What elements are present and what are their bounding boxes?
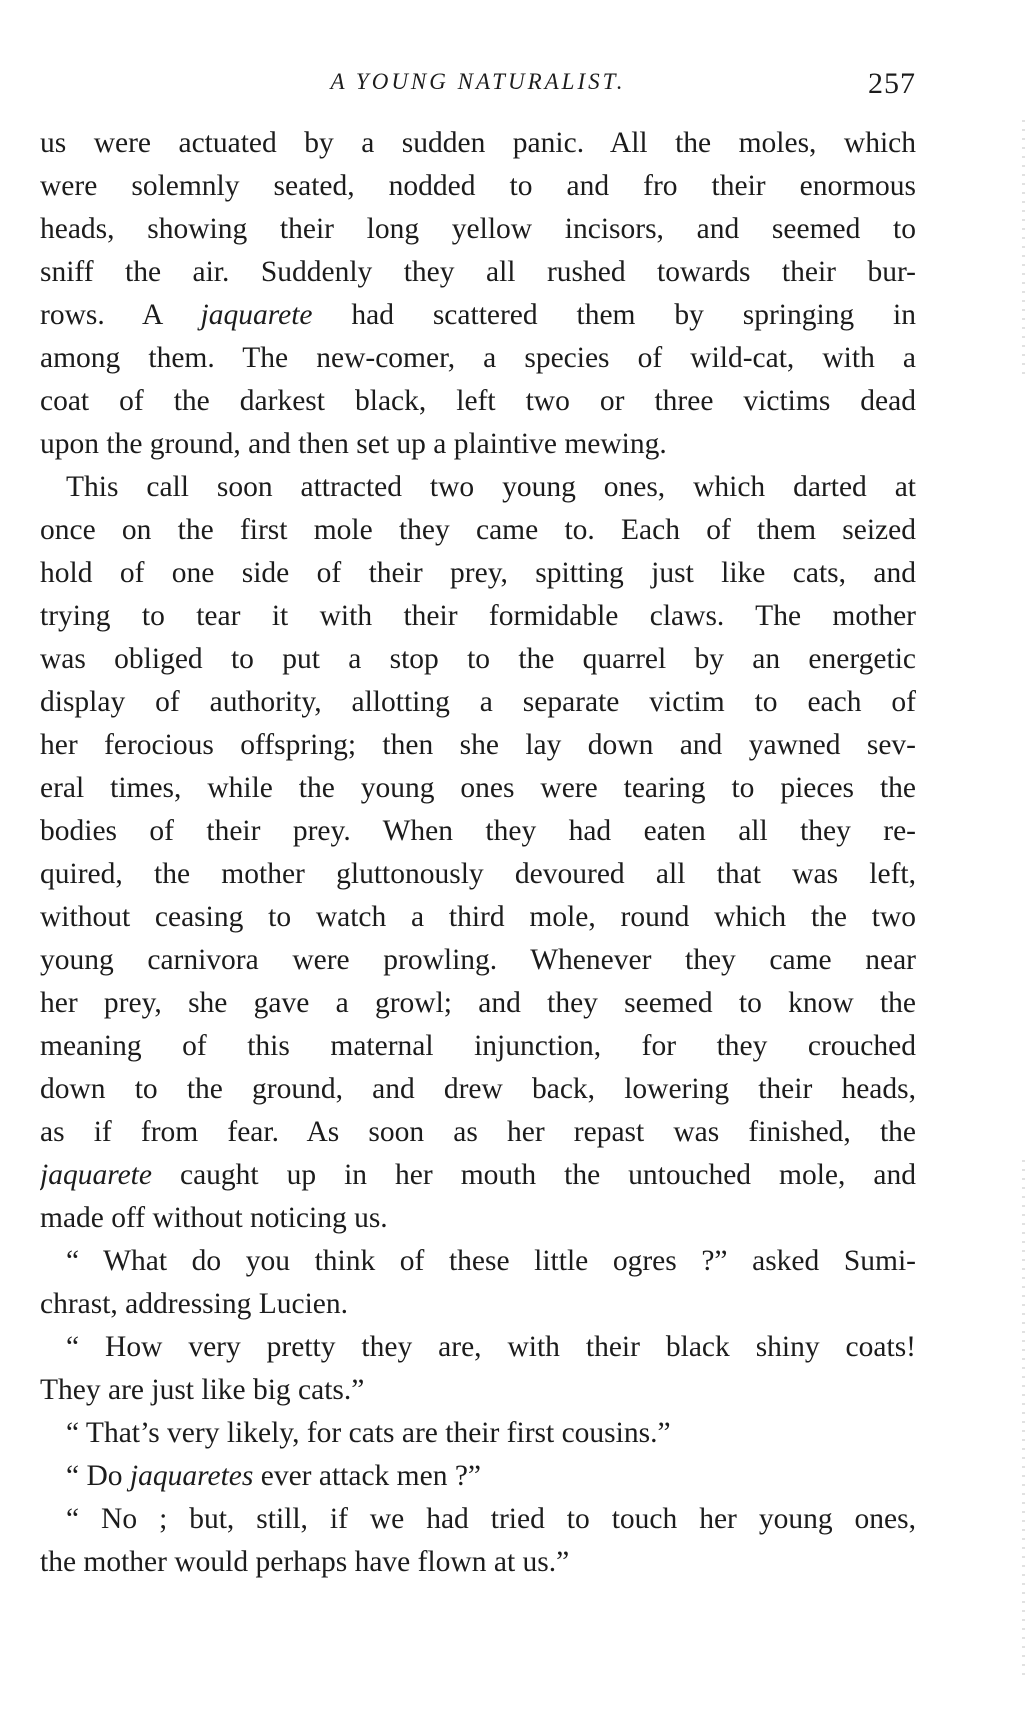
text-line: was obliged to put a stop to the quarrel by an energetic: [40, 643, 916, 675]
text-line: down to the ground, and drew back, lowering their heads,: [40, 1073, 916, 1105]
text-line: “ How very pretty they are, with their black shiny coats!: [66, 1331, 916, 1363]
text-line: once on the first mole they came to. Each of them seized: [40, 514, 916, 546]
text-line: trying to tear it with their formidable claws. The mother: [40, 600, 916, 632]
text-line: upon the ground, and then set up a plaintive mewing.: [40, 428, 667, 460]
text-line: This call soon attracted two young ones, which darted at: [66, 471, 916, 503]
text-line: the mother would perhaps have flown at us.”: [40, 1546, 570, 1578]
scan-edge-speckle: [1022, 120, 1025, 380]
text-line: her ferocious offspring; then she lay down and yawned sev-: [40, 729, 916, 761]
text-line: without ceasing to watch a third mole, round which the two: [40, 901, 916, 933]
text-line: chrast, addressing Lucien.: [40, 1288, 349, 1320]
text-line: among them. The new-comer, a species of wild-cat, with a: [40, 342, 916, 374]
paragraph: [40, 122, 916, 466]
text-line: coat of the darkest black, left two or three victims dead: [40, 385, 916, 417]
text-line: bodies of their prey. When they had eaten all they re-: [40, 815, 916, 847]
text-line: us were actuated by a sudden panic. All the moles, which: [40, 127, 916, 159]
text-line: jaquarete caught up in her mouth the untouched mole, and: [40, 1159, 916, 1191]
text-line: They are just like big cats.”: [40, 1374, 365, 1406]
page-number: 257: [868, 67, 916, 100]
text-line: eral times, while the young ones were tearing to pieces the: [40, 772, 916, 804]
paragraph: [40, 1498, 916, 1584]
text-line: “ That’s very likely, for cats are their first cousins.”: [66, 1417, 671, 1449]
text-line: her prey, she gave a growl; and they seemed to know the: [40, 987, 916, 1019]
paragraph: [40, 1326, 916, 1412]
text-line: young carnivora were prowling. Whenever they came near: [40, 944, 916, 976]
paragraph: [40, 466, 916, 1240]
text-line: quired, the mother gluttonously devoured all that was left,: [40, 858, 916, 890]
page-header: [40, 62, 916, 102]
body-text: [40, 122, 916, 1584]
paragraph: [40, 1240, 916, 1326]
text-line: display of authority, allotting a separate victim to each of: [40, 686, 916, 718]
text-line: meaning of this maternal injunction, for they crouched: [40, 1030, 916, 1062]
text-line: were solemnly seated, nodded to and fro their enormous: [40, 170, 916, 202]
text-line: “ Do jaquaretes ever attack men ?”: [66, 1460, 482, 1492]
running-title: A YOUNG NATURALIST.: [330, 69, 626, 94]
text-line: rows. A jaquarete had scattered them by springing in: [40, 299, 916, 331]
text-line: as if from fear. As soon as her repast was finished, the: [40, 1116, 916, 1148]
scan-edge-speckle: [1022, 1160, 1025, 1680]
paragraph: [40, 1412, 916, 1455]
text-line: made off without noticing us.: [40, 1202, 388, 1234]
text-line: “ What do you think of these little ogres ?” asked Sumi-: [66, 1245, 916, 1277]
paragraph: [40, 1455, 916, 1498]
text-line: “ No ; but, still, if we had tried to touch her young ones,: [66, 1503, 916, 1535]
text-line: sniff the air. Suddenly they all rushed towards their bur-: [40, 256, 916, 288]
text-line: heads, showing their long yellow incisors, and seemed to: [40, 213, 916, 245]
text-line: hold of one side of their prey, spitting just like cats, and: [40, 557, 916, 589]
